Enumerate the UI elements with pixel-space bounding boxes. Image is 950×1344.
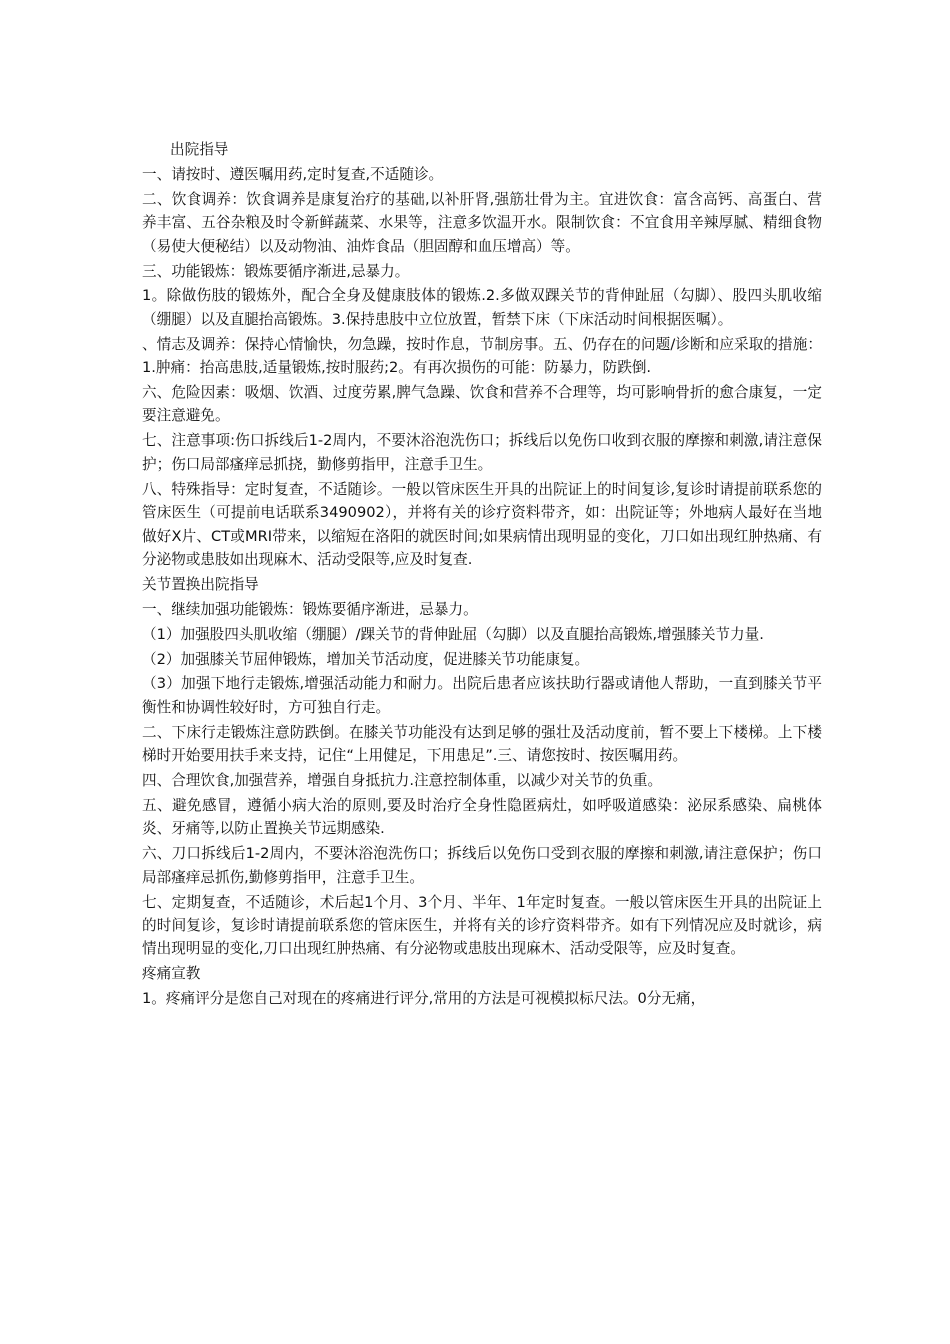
paragraph: 六、刀口拆线后1-2周内，不要沐浴泡洗伤口；拆线后以免伤口受到衣服的摩擦和刺激,请注意保护；伤口局部瘙痒忌抓伤,勤修剪指甲，注意手卫生。 <box>142 845 822 886</box>
document-title: 出院指导 <box>170 141 229 158</box>
paragraph: 一、继续加强功能锻炼：锻炼要循序渐进，忌暴力。 <box>142 600 478 618</box>
paragraph: 八、特殊指导：定时复查，不适随诊。一般以管床医生开具的出院证上的时间复诊,复诊时请提前联系您的管床医生（可提前电话联系3490902），并将有关的诊疗资料带齐，如：出院证等；外地病人最好在当地做好X片、CT或MRI带来，以缩短在洛阳的就医时间;如果病情出现明显的变化，刀口如出现红肿热痛、有分泌物或患肢如出现麻木、活动受限等,应及时复查. <box>142 480 822 568</box>
paragraph: （1）加强股四头肌收缩（绷腿）/踝关节的背伸趾屈（勾脚）以及直腿抬高锻炼,增强膝关节力量. <box>142 625 764 643</box>
paragraph: （2）加强膝关节屈伸锻炼，增加关节活动度，促进膝关节功能康复。 <box>142 650 590 668</box>
paragraph: 一、请按时、遵医嘱用药,定时复查,不适随诊。 <box>142 165 444 183</box>
paragraph: 关节置换出院指导 <box>142 575 259 593</box>
paragraph: 1。除做伤肢的锻炼外，配合全身及健康肢体的锻炼.2.多做双踝关节的背伸趾屈（勾脚）、股四头肌收缩（绷腿）以及直腿抬高锻炼。3.保持患肢中立位放置，暂禁下床（下床活动时间根据医嘱）。 <box>142 287 822 328</box>
paragraph: 二、下床行走锻炼注意防跌倒。在膝关节功能没有达到足够的强壮及活动度前，暂不要上下楼梯。上下楼梯时开始要用扶手来支持，记住“上用健足，下用患足”.三、请您按时、按医嘱用药。 <box>142 723 822 765</box>
paragraph: （3）加强下地行走锻炼,增强活动能力和耐力。出院后患者应该扶助行器或请他人帮助，一直到膝关节平衡性和协调性较好时，方可独自行走。 <box>142 675 822 716</box>
paragraph: 三、功能锻炼：锻炼要循序渐进,忌暴力。 <box>142 262 410 280</box>
paragraph: 1。疼痛评分是您自己对现在的疼痛进行评分,常用的方法是可视模拟标尺法。0分无痛， <box>142 990 706 1008</box>
paragraph: 七、定期复查，不适随诊，术后起1个月、3个月、半年、1年定时复查。一般以管床医生开具的出院证上的时间复诊，复诊时请提前联系您的管床医生，并将有关的诊疗资料带齐。如有下列情况应及时就诊，病情出现明显的变化,刀口出现红肿热痛、有分泌物或患肢出现麻木、活动受限等，应及时复查。 <box>142 893 822 958</box>
document-body <box>142 138 822 1012</box>
paragraph: 五、避免感冒，遵循小病大治的原则,要及时治疗全身性隐匿病灶，如呼吸道感染：泌尿系感染、扁桃体炎、牙痛等,以防止置换关节远期感染. <box>142 796 822 838</box>
paragraph: 二、饮食调养：饮食调养是康复治疗的基础,以补肝肾,强筋壮骨为主。宜进饮食：富含高钙、高蛋白、营养丰富、五谷杂粮及时令新鲜蔬菜、水果等，注意多饮温开水。限制饮食：不宜食用辛辣厚腻、精细食物（易使大便秘结）以及动物油、油炸食品（胆固醇和血压增高）等。 <box>142 190 822 255</box>
paragraph: 疼痛宣教 <box>142 965 201 983</box>
paragraph: 六、危险因素：吸烟、饮酒、过度劳累,脾气急躁、饮食和营养不合理等，均可影响骨折的愈合康复，一定要注意避免。 <box>142 384 822 425</box>
paragraph: 七、注意事项:伤口拆线后1-2周内，不要沐浴泡洗伤口；拆线后以免伤口收到衣服的摩擦和刺激,请注意保护；伤口局部瘙痒忌抓挠，勤修剪指甲，注意手卫生。 <box>142 432 822 473</box>
paragraph: 、情志及调养：保持心情愉快，勿急躁，按时作息，节制房事。五、仍存在的问题/诊断和应采取的措施：1.肿痛：抬高患肢,适量锻炼,按时服药;2。有再次损伤的可能：防暴力，防跌倒. <box>142 335 822 377</box>
paragraph: 四、合理饮食,加强营养，增强自身抵抗力.注意控制体重，以减少对关节的负重。 <box>142 772 663 790</box>
